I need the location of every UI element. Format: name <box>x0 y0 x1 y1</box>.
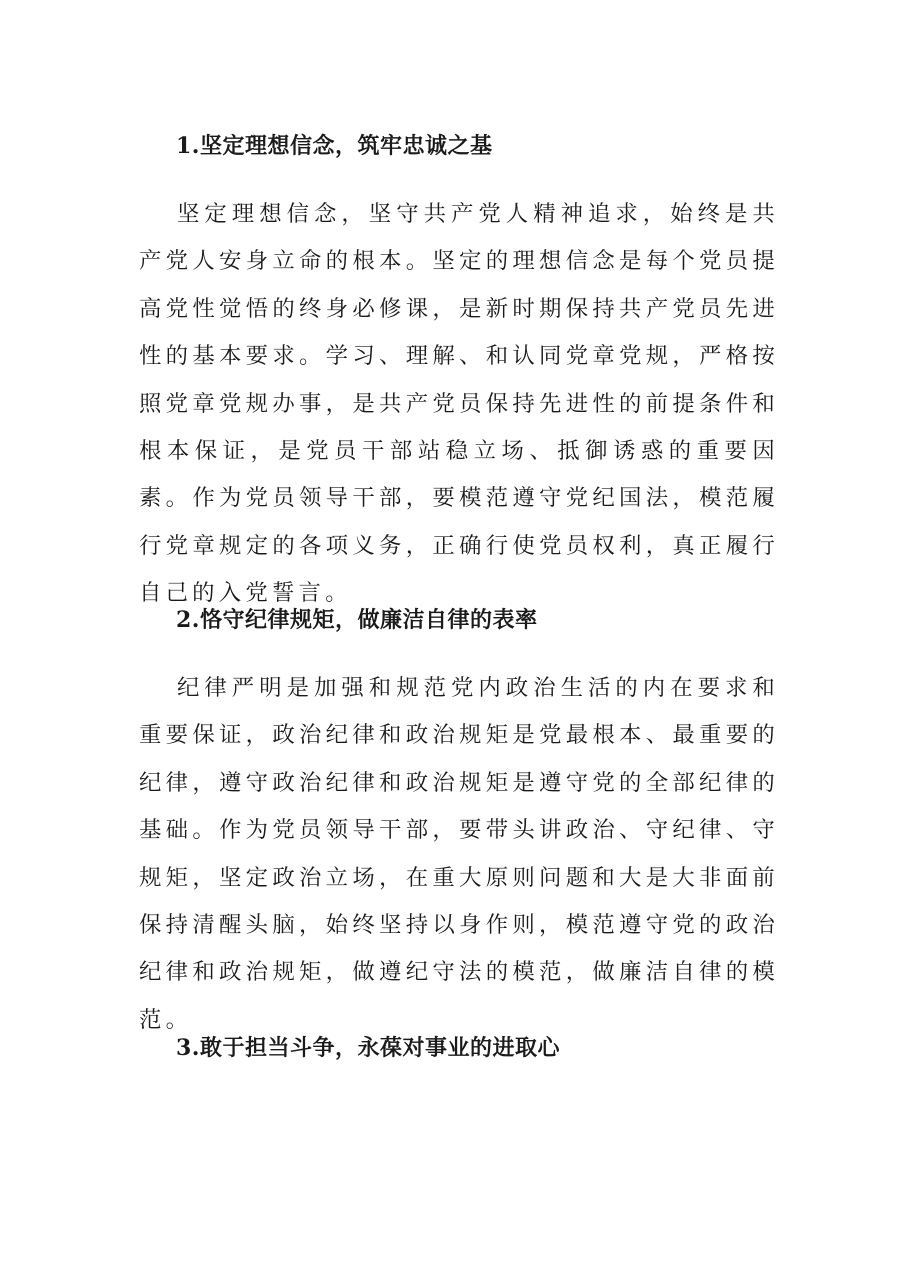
section-heading-1: 1.坚定理想信念，筑牢忠诚之基 <box>176 133 493 159</box>
section-heading-2: 2.恪守纪律规矩，做廉洁自律的表率 <box>176 607 538 633</box>
section-heading-3: 3.敢于担当斗争，永葆对事业的进取心 <box>176 1035 560 1061</box>
section-paragraph-1: 坚定理想信念，坚守共产党人精神追求，始终是共产党人安身立命的根本。坚定的理想信念是每个党员提高党性觉悟的终身必修课，是新时期保持共产党员先进性的基本要求。学习、理解、和认同党章党规，严格按照党章党规办事，是共产党员保持先进性的前提条件和根本保证，是党员干部站稳立场、抵御诱惑的重要因素。作为党员领导干部，要模范遵守党纪国法，模范履行党章规定的各项义务，正确行使党员权利，真正履行自己的入党誓言。 <box>139 201 779 607</box>
section-paragraph-2: 纪律严明是加强和规范党内政治生活的内在要求和重要保证，政治纪律和政治规矩是党最根本、最重要的纪律，遵守政治纪律和政治规矩是遵守党的全部纪律的基础。作为党员领导干部，要带头讲政治、守纪律、守规矩，坚定政治立场，在重大原则问题和大是大非面前保持清醒头脑，始终坚持以身作则，模范遵守党的政治纪律和政治规矩，做遵纪守法的模范，做廉洁自律的模范。 <box>139 675 779 1033</box>
